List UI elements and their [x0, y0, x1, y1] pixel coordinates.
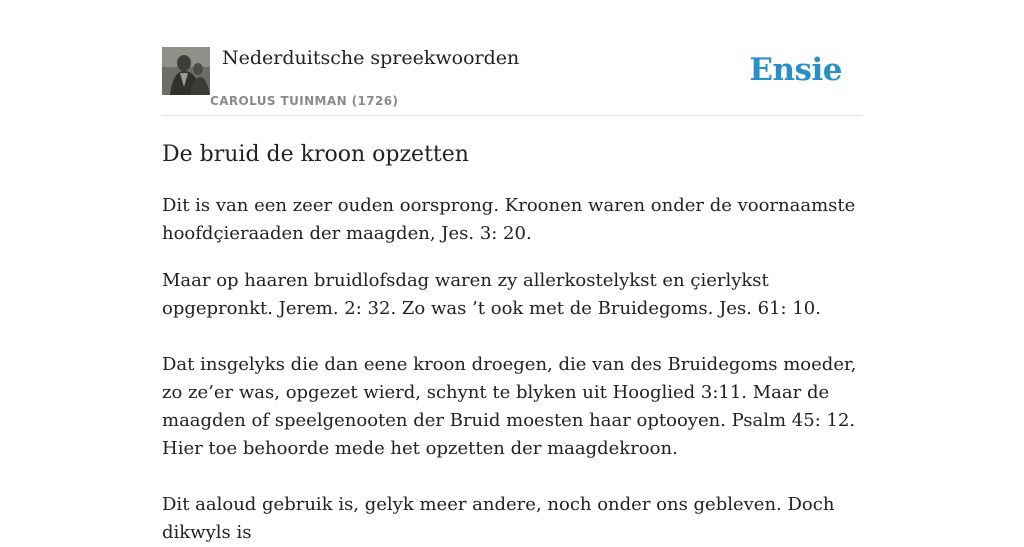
content-container	[162, 0, 862, 543]
page-header	[162, 0, 862, 116]
author-label[interactable]: CAROLUS TUINMAN (1726)	[210, 94, 399, 108]
paragraph-4: Dit aaloud gebruik is, gelyk meer andere, noch onder ons gebleven. Doch dikwyls is	[162, 494, 835, 543]
paragraph-2: Maar op haaren bruidlofsdag waren zy allerkostelykst en çierlykst opgepronkt. Jerem. 2: 32. Zo was ’t ook met de Bruidegoms. Jes. 61: 10.	[162, 270, 821, 319]
portrait-image	[162, 47, 210, 95]
paragraph-1: Dit is van een zeer ouden oorsprong. Kroonen waren onder de voornaamste hoofdçieraaden der maagden, Jes. 3: 20.	[162, 195, 856, 244]
ensie-logo[interactable]: Ensie	[749, 52, 842, 88]
entry-body	[162, 192, 862, 547]
book-title[interactable]: Nederduitsche spreekwoorden	[222, 47, 520, 69]
entry-title: De bruid de kroon opzetten	[162, 142, 469, 167]
author-portrait-icon[interactable]	[162, 47, 210, 95]
paragraph-3: Dat insgelyks die dan eene kroon droegen, die van des Bruidegoms moeder, zo ze’er was, opgezet wierd, schynt te blyken uit Hooglied 3:11. Maar de maagden of speelgenooten der Bruid moesten haar optooyen. Psalm 45: 12. Hier toe behoorde mede het opzetten der maagdekroon.	[162, 354, 857, 459]
